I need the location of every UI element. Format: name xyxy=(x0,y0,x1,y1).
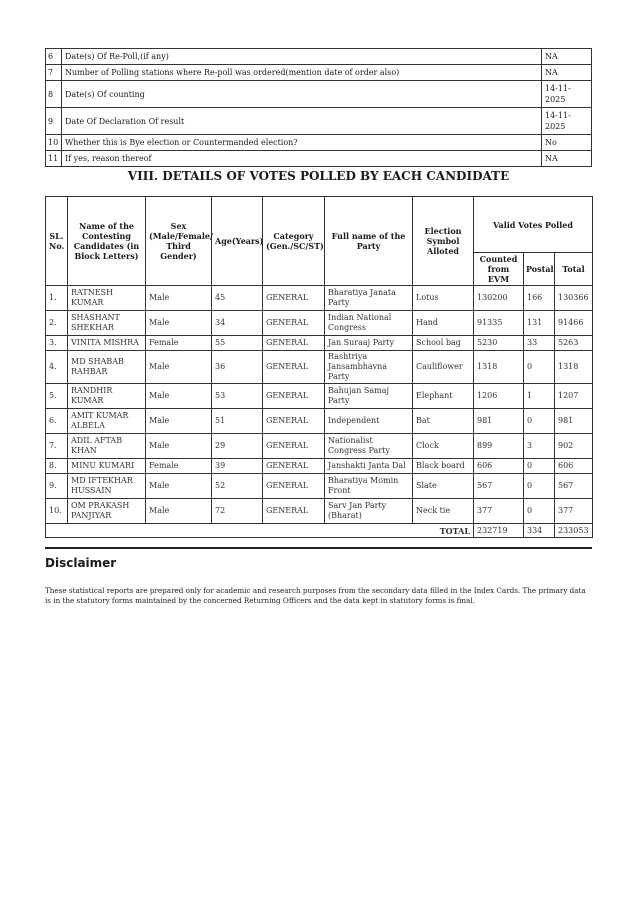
header-party: Full name of the Party xyxy=(325,197,413,286)
candidates-body xyxy=(46,286,593,524)
cell-total-votes: 606 xyxy=(555,459,593,474)
cell-category: GENERAL xyxy=(263,286,325,311)
cell-total-votes: 1207 xyxy=(555,384,593,409)
cell-total-votes: 5263 xyxy=(555,336,593,351)
cell-candidate-name: ADIL AFTAB KHAN xyxy=(68,434,146,459)
cell-total-votes: 902 xyxy=(555,434,593,459)
candidate-row xyxy=(46,351,593,384)
cell-sex: Male xyxy=(146,499,212,524)
cell-sex: Male xyxy=(146,474,212,499)
cell-total-votes: 567 xyxy=(555,474,593,499)
total-label: TOTAL xyxy=(46,524,474,538)
cell-category: GENERAL xyxy=(263,336,325,351)
cell-sl: 4. xyxy=(46,351,68,384)
cell-sl: 6. xyxy=(46,409,68,434)
cell-age: 39 xyxy=(212,459,263,474)
cell-symbol: Lotus xyxy=(413,286,474,311)
cell-candidate-name: VINITA MISHRA xyxy=(68,336,146,351)
candidate-row xyxy=(46,474,593,499)
info-row-value: No xyxy=(542,135,592,151)
cell-sl: 10. xyxy=(46,499,68,524)
cell-total-votes: 1318 xyxy=(555,351,593,384)
cell-sex: Female xyxy=(146,336,212,351)
cell-party: Jan Suraaj Party xyxy=(325,336,413,351)
cell-sex: Male xyxy=(146,384,212,409)
info-row-label: Date Of Declaration Of result xyxy=(62,108,542,135)
candidate-row xyxy=(46,409,593,434)
cell-sl: 7. xyxy=(46,434,68,459)
cell-sex: Male xyxy=(146,286,212,311)
disclaimer-text: These statistical reports are prepared only for academic and research purposes from the secondary data filled in the Index Cards. The primary data is in the statutory forms maintained by the concerned Returning Officers and the data kept in statutory forms is final. xyxy=(45,586,586,605)
cell-total-votes: 377 xyxy=(555,499,593,524)
cell-postal-votes: 33 xyxy=(524,336,555,351)
header-evm: Counted from EVM xyxy=(474,253,524,286)
cell-sl: 1. xyxy=(46,286,68,311)
cell-age: 55 xyxy=(212,336,263,351)
cell-evm-votes: 981 xyxy=(474,409,524,434)
info-row xyxy=(46,49,592,65)
total-row xyxy=(46,524,593,538)
votes-polled-table xyxy=(45,196,593,538)
cell-symbol: Hand xyxy=(413,311,474,336)
info-row xyxy=(46,151,592,167)
info-row xyxy=(46,81,592,108)
cell-sex: Male xyxy=(146,351,212,384)
cell-category: GENERAL xyxy=(263,351,325,384)
cell-total-votes: 130366 xyxy=(555,286,593,311)
cell-evm-votes: 5230 xyxy=(474,336,524,351)
cell-category: GENERAL xyxy=(263,459,325,474)
cell-candidate-name: RANDHIR KUMAR xyxy=(68,384,146,409)
cell-postal-votes: 0 xyxy=(524,499,555,524)
cell-sex: Male xyxy=(146,409,212,434)
cell-candidate-name: RATNESH KUMAR xyxy=(68,286,146,311)
cell-party: Rashtriya Jansambhavna Party xyxy=(325,351,413,384)
total-evm: 232719 xyxy=(474,524,524,538)
cell-party: Indian National Congress xyxy=(325,311,413,336)
info-row-label: Date(s) Of counting xyxy=(62,81,542,108)
cell-age: 34 xyxy=(212,311,263,336)
candidate-row xyxy=(46,384,593,409)
cell-candidate-name: OM PRAKASH PANJIYAR xyxy=(68,499,146,524)
cell-candidate-name: AMIT KUMAR ALBELA xyxy=(68,409,146,434)
cell-sex: Male xyxy=(146,311,212,336)
header-sl: SL. No. xyxy=(46,197,68,286)
cell-age: 29 xyxy=(212,434,263,459)
cell-evm-votes: 567 xyxy=(474,474,524,499)
cell-evm-votes: 1206 xyxy=(474,384,524,409)
info-row-label: Whether this is Bye election or Countermanded election? xyxy=(62,135,542,151)
cell-candidate-name: MD IFTEKHAR HUSSAIN xyxy=(68,474,146,499)
cell-category: GENERAL xyxy=(263,434,325,459)
cell-sex: Female xyxy=(146,459,212,474)
cell-party: Nationalist Congress Party xyxy=(325,434,413,459)
candidate-row xyxy=(46,286,593,311)
divider xyxy=(45,547,592,549)
election-info-table xyxy=(45,48,592,167)
cell-candidate-name: MD SHABAB RAHBAR xyxy=(68,351,146,384)
info-row-label: Number of Polling stations where Re-poll was ordered(mention date of order also) xyxy=(62,65,542,81)
cell-postal-votes: 131 xyxy=(524,311,555,336)
cell-symbol: Elephant xyxy=(413,384,474,409)
cell-party: Bharatiya Janata Party xyxy=(325,286,413,311)
cell-postal-votes: 0 xyxy=(524,351,555,384)
total-total: 233053 xyxy=(555,524,593,538)
cell-postal-votes: 166 xyxy=(524,286,555,311)
cell-sl: 9. xyxy=(46,474,68,499)
cell-candidate-name: SHASHANT SHEKHAR xyxy=(68,311,146,336)
header-candidate-name: Name of the Contesting Candidates (in Block Letters) xyxy=(68,197,146,286)
cell-evm-votes: 377 xyxy=(474,499,524,524)
header-postal: Postal xyxy=(524,253,555,286)
cell-total-votes: 981 xyxy=(555,409,593,434)
info-row-value: NA xyxy=(542,49,592,65)
info-row-number: 9 xyxy=(46,108,62,135)
cell-symbol: Black board xyxy=(413,459,474,474)
cell-symbol: Neck tie xyxy=(413,499,474,524)
cell-party: Independent xyxy=(325,409,413,434)
cell-postal-votes: 0 xyxy=(524,459,555,474)
cell-category: GENERAL xyxy=(263,311,325,336)
cell-symbol: Clock xyxy=(413,434,474,459)
cell-age: 52 xyxy=(212,474,263,499)
cell-sl: 5. xyxy=(46,384,68,409)
cell-total-votes: 91466 xyxy=(555,311,593,336)
cell-age: 72 xyxy=(212,499,263,524)
cell-category: GENERAL xyxy=(263,474,325,499)
cell-party: Bharatiya Momin Front xyxy=(325,474,413,499)
info-row-label: If yes, reason thereof xyxy=(62,151,542,167)
cell-category: GENERAL xyxy=(263,409,325,434)
cell-postal-votes: 3 xyxy=(524,434,555,459)
cell-evm-votes: 1318 xyxy=(474,351,524,384)
info-row-number: 11 xyxy=(46,151,62,167)
info-row-value: NA xyxy=(542,151,592,167)
cell-evm-votes: 606 xyxy=(474,459,524,474)
cell-postal-votes: 0 xyxy=(524,474,555,499)
candidate-row xyxy=(46,336,593,351)
cell-category: GENERAL xyxy=(263,384,325,409)
election-info-body xyxy=(46,49,592,167)
header-category: Category (Gen./SC/ST) xyxy=(263,197,325,286)
cell-postal-votes: 0 xyxy=(524,409,555,434)
cell-evm-votes: 91335 xyxy=(474,311,524,336)
info-row-number: 7 xyxy=(46,65,62,81)
header-valid-votes: Valid Votes Polled xyxy=(474,197,593,253)
cell-candidate-name: MINU KUMARI xyxy=(68,459,146,474)
info-row-value: 14-11-2025 xyxy=(542,81,592,108)
info-row-number: 6 xyxy=(46,49,62,65)
cell-sex: Male xyxy=(146,434,212,459)
cell-symbol: Slate xyxy=(413,474,474,499)
cell-evm-votes: 899 xyxy=(474,434,524,459)
cell-symbol: School bag xyxy=(413,336,474,351)
candidate-row xyxy=(46,499,593,524)
cell-sl: 8. xyxy=(46,459,68,474)
header-total: Total xyxy=(555,253,593,286)
header-age: Age(Years) xyxy=(212,197,263,286)
candidate-row xyxy=(46,459,593,474)
header-sex: Sex (Male/Female/ Third Gender) xyxy=(146,197,212,286)
candidate-row xyxy=(46,434,593,459)
info-row-label: Date(s) Of Re-Poll,(if any) xyxy=(62,49,542,65)
disclaimer-title: Disclaimer xyxy=(45,556,117,570)
cell-age: 53 xyxy=(212,384,263,409)
info-row xyxy=(46,65,592,81)
cell-sl: 3. xyxy=(46,336,68,351)
cell-symbol: Bat xyxy=(413,409,474,434)
cell-symbol: Cauliflower xyxy=(413,351,474,384)
info-row-number: 10 xyxy=(46,135,62,151)
info-row-value: 14-11-2025 xyxy=(542,108,592,135)
cell-category: GENERAL xyxy=(263,499,325,524)
cell-evm-votes: 130200 xyxy=(474,286,524,311)
cell-party: Janshakti Janta Dal xyxy=(325,459,413,474)
info-row xyxy=(46,108,592,135)
section-title: VIII. DETAILS OF VOTES POLLED BY EACH CANDIDATE xyxy=(127,169,510,183)
candidate-row xyxy=(46,311,593,336)
cell-sl: 2. xyxy=(46,311,68,336)
cell-age: 51 xyxy=(212,409,263,434)
cell-party: Sarv Jan Party (Bharat) xyxy=(325,499,413,524)
cell-postal-votes: 1 xyxy=(524,384,555,409)
cell-age: 45 xyxy=(212,286,263,311)
info-row-value: NA xyxy=(542,65,592,81)
header-symbol: Election Symbol Alloted xyxy=(413,197,474,286)
info-row xyxy=(46,135,592,151)
cell-age: 36 xyxy=(212,351,263,384)
cell-party: Bahujan Samaj Party xyxy=(325,384,413,409)
total-postal: 334 xyxy=(524,524,555,538)
info-row-number: 8 xyxy=(46,81,62,108)
